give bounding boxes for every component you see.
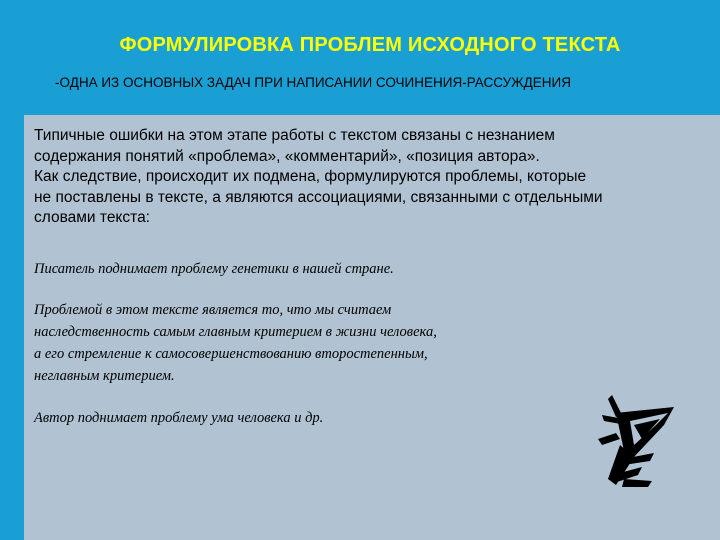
page-title: ФОРМУЛИРОВКА ПРОБЛЕМ ИСХОДНОГО ТЕКСТА bbox=[119, 34, 621, 56]
example-2-line: а его стремление к самосовершенствованию второстепенным, bbox=[34, 346, 428, 362]
intro-paragraph bbox=[34, 126, 710, 229]
intro-line: Типичные ошибки на этом этапе работы с текстом связаны с незнанием bbox=[34, 127, 555, 144]
example-2-line: неглавным критерием. bbox=[34, 368, 175, 384]
intro-line: словами текста: bbox=[34, 209, 150, 226]
example-2-line: Проблемой в этом тексте является то, что мы считаем bbox=[34, 302, 392, 318]
content-panel bbox=[24, 115, 720, 540]
example-2 bbox=[34, 299, 594, 387]
example-1: Писатель поднимает проблему генетики в нашей стране. bbox=[34, 261, 394, 277]
example-3: Автор поднимает проблему ума человека и др. bbox=[34, 410, 324, 426]
example-2-line: наследственность самым главным критерием в жизни человека, bbox=[34, 324, 437, 340]
intro-line: содержания понятий «проблема», «комментарий», «позиция автора». bbox=[34, 147, 540, 165]
quill-pen-icon bbox=[594, 395, 684, 489]
intro-line: не поставлены в тексте, а являются ассоциациями, связанными с отдельными bbox=[34, 188, 603, 206]
intro-line: Как следствие, происходит их подмена, формулируются проблемы, которые bbox=[34, 168, 587, 185]
page-subtitle: -ОДНА ИЗ ОСНОВНЫХ ЗАДАЧ ПРИ НАПИСАНИИ СОЧИНЕНИЯ-РАССУЖДЕНИЯ bbox=[55, 75, 571, 90]
